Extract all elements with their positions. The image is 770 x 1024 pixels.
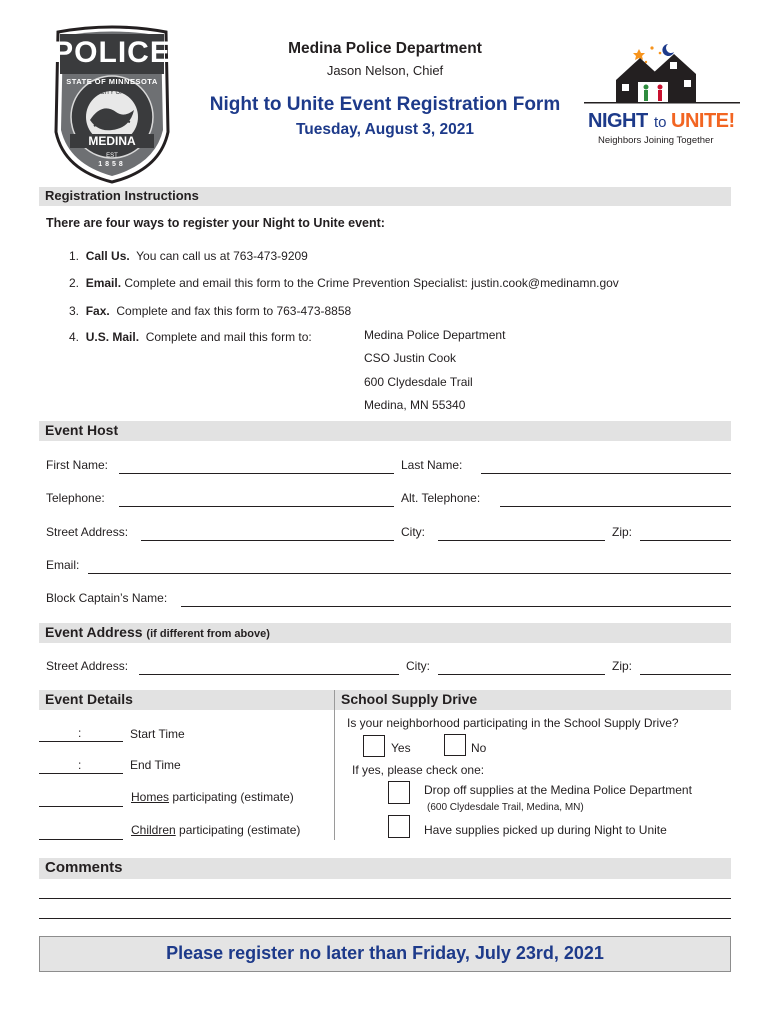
event-address-section-header [39,623,731,643]
event-host-title: Event Host [45,422,119,438]
event-street-address-label: Street Address: [46,659,129,673]
yes-checkbox[interactable] [363,735,385,757]
telephone-field[interactable] [119,506,394,507]
comments-title: Comments [45,859,123,876]
instruction-item-mail: 4. U.S. Mail. Complete and mail this form to: [69,330,312,344]
deadline-banner [39,936,731,972]
section-divider [334,690,335,840]
ntu-to: to [654,114,667,131]
no-label: No [471,741,487,755]
telephone-label: Telephone: [46,491,105,505]
alt-telephone-label: Alt. Telephone: [401,491,481,505]
comments-line-1[interactable] [39,898,731,899]
event-details-section-header [39,690,334,710]
alt-telephone-field[interactable] [500,506,731,507]
police-badge-logo [50,22,174,184]
school-supply-question: Is your neighborhood participating in the School Supply Drive? [347,716,679,730]
mail-address-line-4: Medina, MN 55340 [364,398,466,412]
event-city-label: City: [406,659,430,673]
last-name-field[interactable] [481,473,731,474]
first-name-field[interactable] [119,473,394,474]
event-date: Tuesday, August 3, 2021 [295,121,475,138]
drop-off-checkbox[interactable] [388,781,410,804]
if-yes-label: If yes, please check one: [352,763,485,777]
ntu-tagline: Neighbors Joining Together [598,135,714,146]
comments-section-header [39,858,731,879]
homes-count-field[interactable] [39,806,123,807]
start-time-field[interactable] [39,741,123,742]
department-name: Medina Police Department [288,40,482,57]
instruction-item-fax: 3. Fax. Complete and fax this form to 763-473-8858 [69,304,352,318]
badge-arc-text: STATE OF MINNESOTA [66,77,158,86]
no-checkbox[interactable] [444,734,466,756]
event-street-address-field[interactable] [139,674,399,675]
end-time-colon: : [78,758,82,772]
event-details-title: Event Details [45,691,133,707]
homes-label: Homes participating (estimate) [131,790,294,804]
mail-address-line-2: CSO Justin Cook [364,351,457,365]
end-time-label: End Time [130,758,181,772]
badge-year: 1858 [98,161,126,168]
school-supply-section-header [335,690,731,710]
drop-off-label: Drop off supplies at the Medina Police Department [424,783,692,797]
start-time-label: Start Time [130,727,185,741]
email-field[interactable] [88,573,731,574]
comments-line-2[interactable] [39,918,731,919]
instructions-section-header [39,187,731,206]
instructions-title: Registration Instructions [45,188,199,203]
street-address-field[interactable] [141,540,394,541]
neighborhood-houses-icon [582,40,742,112]
children-count-field[interactable] [39,839,123,840]
event-address-title: Event Address (if different from above) [45,624,270,640]
school-supply-title: School Supply Drive [341,691,478,707]
badge-city-of: CITY OF [100,90,124,96]
zip-field[interactable] [640,540,731,541]
pickup-label: Have supplies picked up during Night to Unite [424,823,667,837]
ntu-night: NIGHT [588,110,648,132]
event-zip-field[interactable] [640,674,731,675]
instructions-intro: There are four ways to register your Night to Unite event: [46,216,385,230]
start-time-colon: : [78,726,82,740]
form-title: Night to Unite Event Registration Form [209,94,561,115]
chief-name: Jason Nelson, Chief [326,63,444,78]
event-host-section-header [39,421,731,441]
drop-off-address-note: (600 Clydesdale Trail, Medina, MN) [427,802,584,813]
children-label: Children participating (estimate) [131,823,301,837]
mail-address-line-3: 600 Clydesdale Trail [364,375,473,389]
event-city-field[interactable] [438,674,605,675]
badge-city-name: MEDINA [88,134,136,148]
badge-est: EST [106,153,118,159]
instruction-item-call: 1. Call Us. You can call us at 763-473-9209 [69,249,308,263]
event-zip-label: Zip: [612,659,633,673]
city-field[interactable] [438,540,605,541]
email-label: Email: [46,558,80,572]
block-captain-field[interactable] [181,606,731,607]
street-address-label: Street Address: [46,525,129,539]
block-captain-label: Block Captain’s Name: [46,591,168,605]
first-name-label: First Name: [46,458,109,472]
night-to-unite-logo [582,40,742,152]
badge-top-text: POLICE [53,36,171,69]
city-label: City: [401,525,425,539]
last-name-label: Last Name: [401,458,463,472]
pickup-checkbox[interactable] [388,815,410,838]
deadline-text: Please register no later than Friday, July 23rd, 2021 [166,943,604,963]
end-time-field[interactable] [39,773,123,774]
yes-label: Yes [391,741,411,755]
event-address-note: (if different from above) [146,628,270,640]
zip-label: Zip: [612,525,633,539]
instruction-item-email: 2. Email. Complete and email this form to the Crime Prevention Specialist: justin.cook@medinamn.gov [69,276,619,290]
mail-address-line-1: Medina Police Department [364,328,506,342]
ntu-unite: UNITE! [671,110,735,132]
